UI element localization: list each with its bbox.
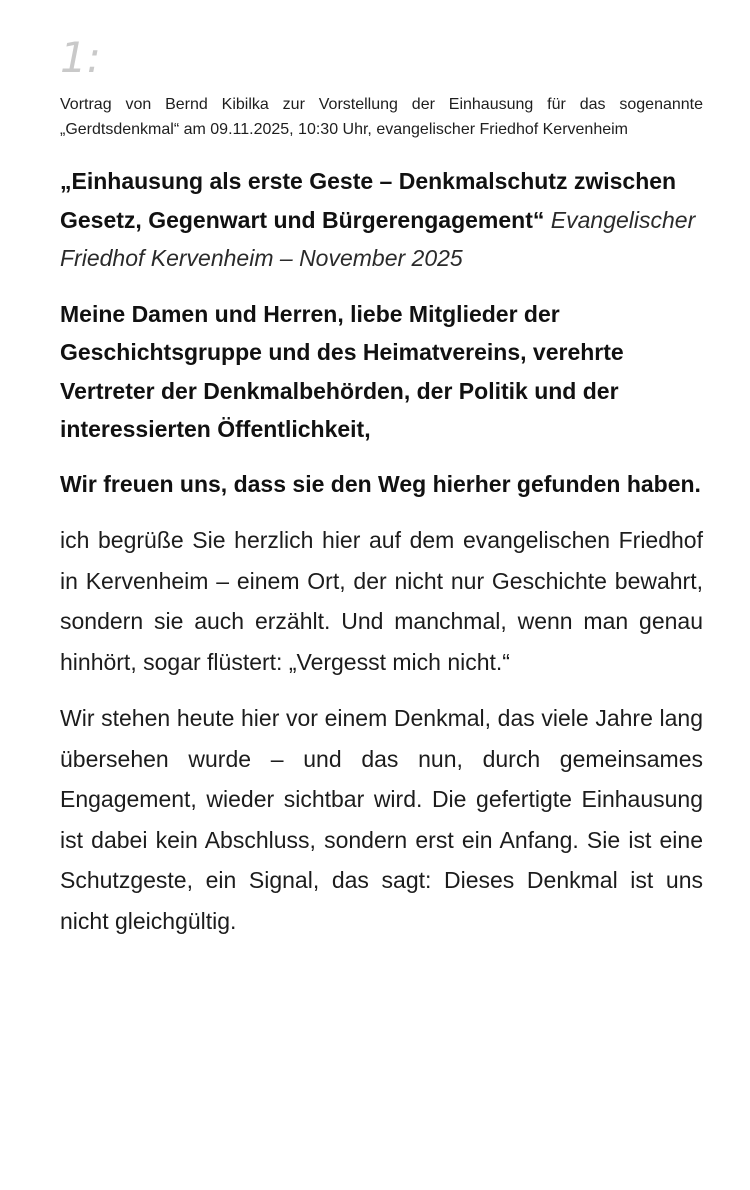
welcome-paragraph: Wir freuen uns, dass sie den Weg hierher gefunden haben. [60, 470, 701, 497]
body-paragraph-1: ich begrüße Sie herzlich hier auf dem evangelischen Friedhof in Kervenheim – einem Ort, der nicht nur Geschichte bewahrt, sondern sie auch erzählt. Und manchmal, wenn man genau hinhört, sogar flüstert: „Vergesst mich nicht.“ [60, 527, 703, 675]
body-paragraph-2: Wir stehen heute hier vor einem Denkmal, das viele Jahre lang übersehen wurde – und das nun, durch gemeinsames Engagement, wieder sichtbar wird. Die gefertigte Einhausung ist dabei kein Abschluss, sondern erst ein Anfang. Sie ist eine Schutzgeste, ein Signal, das sagt: Dieses Denkmal ist uns nicht gleichgültig. [60, 705, 703, 934]
speech-title-italic: Evangelischer Friedhof Kervenheim – November 2025 [60, 206, 696, 271]
page-number: 1: [60, 33, 101, 82]
speech-title-bold: „Einhausung als erste Geste – Denkmalschutz zwischen Gesetz, Gegenwart und Bürgerengagement“ [60, 168, 677, 233]
intro-text: Vortrag von Bernd Kibilka zur Vorstellung der Einhausung für das sogenannte „Gerdtsdenkmal“ am 09.11.2025, 10:30 Uhr, evangelischer Friedhof Kervenheim [60, 96, 703, 138]
speech-title [60, 162, 703, 278]
greeting-paragraph: Meine Damen und Herren, liebe Mitglieder der Geschichtsgruppe und des Heimatvereins, verehrte Vertreter der Denkmalbehörden, der Politik und der interessierten Öffentlichkeit, [60, 300, 624, 442]
document-page [60, 30, 703, 941]
